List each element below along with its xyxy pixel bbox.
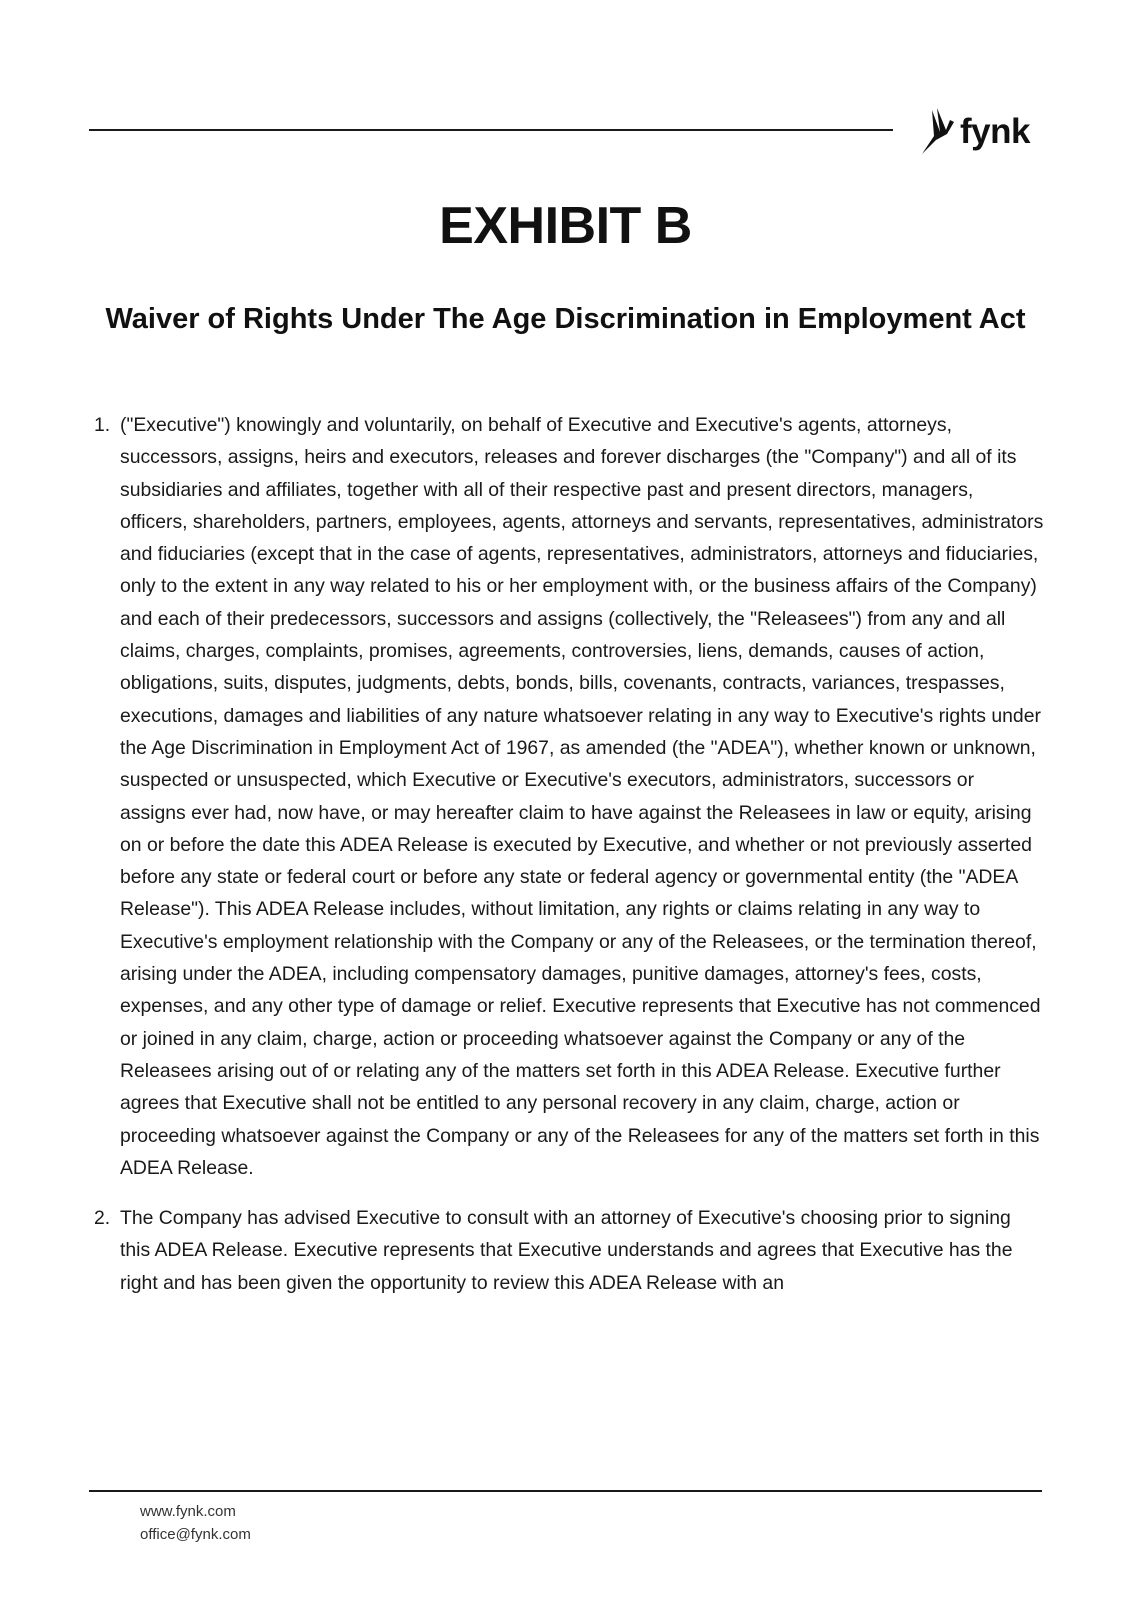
footer-rule xyxy=(89,1490,1042,1492)
clause-item xyxy=(94,1202,1044,1299)
clause-number: 2. xyxy=(94,1207,111,1230)
clause-text: The Company has advised Executive to consult with an attorney of Executive's choosing prior to signing this ADEA Release. Executive represents that Executive understands and agrees that Executive has the right and has been given the opportunity to review this ADEA Release with an xyxy=(120,1207,1013,1294)
clause-number: 1. xyxy=(94,414,111,436)
document-title: EXHIBIT B xyxy=(439,197,692,255)
fynk-logo xyxy=(920,104,1030,158)
fynk-bird-icon xyxy=(920,106,956,156)
footer-website-link[interactable]: www.fynk.com xyxy=(140,1503,236,1520)
clause-list xyxy=(94,409,1044,1299)
logo-wordmark: fynk xyxy=(960,111,1030,151)
footer xyxy=(140,1500,251,1546)
header-rule xyxy=(89,129,893,131)
document-subtitle: Waiver of Rights Under The Age Discrimination in Employment Act xyxy=(105,303,1026,335)
clause-text: ("Executive") knowingly and voluntarily, on behalf of Executive and Executive's agents, attorneys, successors, assigns, heirs and executors, releases and forever discharges (the "Company") and all of its subsidiaries and affiliates, together with all of their respective past and present directors, managers, officers, shareholders, partners, employees, agents, attorneys and servants, representatives, administrators and fiduciaries (except that in the case of agents, representatives, administrators, attorneys and fiduciaries, only to the extent in any way related to his or her employment with, or the business affairs of the Company) and each of their predecessors, successors and assigns (collectively, the "Releasees") from any and all claims, charges, complaints, promises, agreements, controversies, liens, demands, causes of action, obligations, suits, disputes, judgments, debts, bonds, bills, covenants, contracts, variances, trespasses, executions, damages and liabilities of any nature whatsoever relating in any way to Executive's rights under the Age Discrimination in Employment Act of 1967, as amended (the "ADEA"), whether known or unknown, suspected or unsuspected, which Executive or Executive's executors, administrators, successors or assigns ever had, now have, or may hereafter claim to have against the Releasees in law or equity, arising on or before the date this ADEA Release is executed by Executive, and whether or not previously asserted before any state or federal court or before any state or federal agency or governmental entity (the "ADEA Release"). This ADEA Release includes, without limitation, any rights or claims relating in any way to Executive's employment relationship with the Company or any of the Releasees, or the termination thereof, arising under the ADEA, including compensatory damages, punitive damages, attorney's fees, costs, expenses, and any other type of damage or relief. Executive represents that Executive has not commenced or joined in any claim, charge, action or proceeding whatsoever against the Company or any of the Releasees arising out of or relating any of the matters set forth in this ADEA Release. Executive further agrees that Executive shall not be entitled to any personal recovery in any claim, charge, action or proceeding whatsoever against the Company or any of the Releasees for any of the matters set forth in this ADEA Release. xyxy=(120,414,1044,1179)
clause-item xyxy=(94,409,1044,1184)
footer-email-link[interactable]: office@fynk.com xyxy=(140,1526,251,1543)
